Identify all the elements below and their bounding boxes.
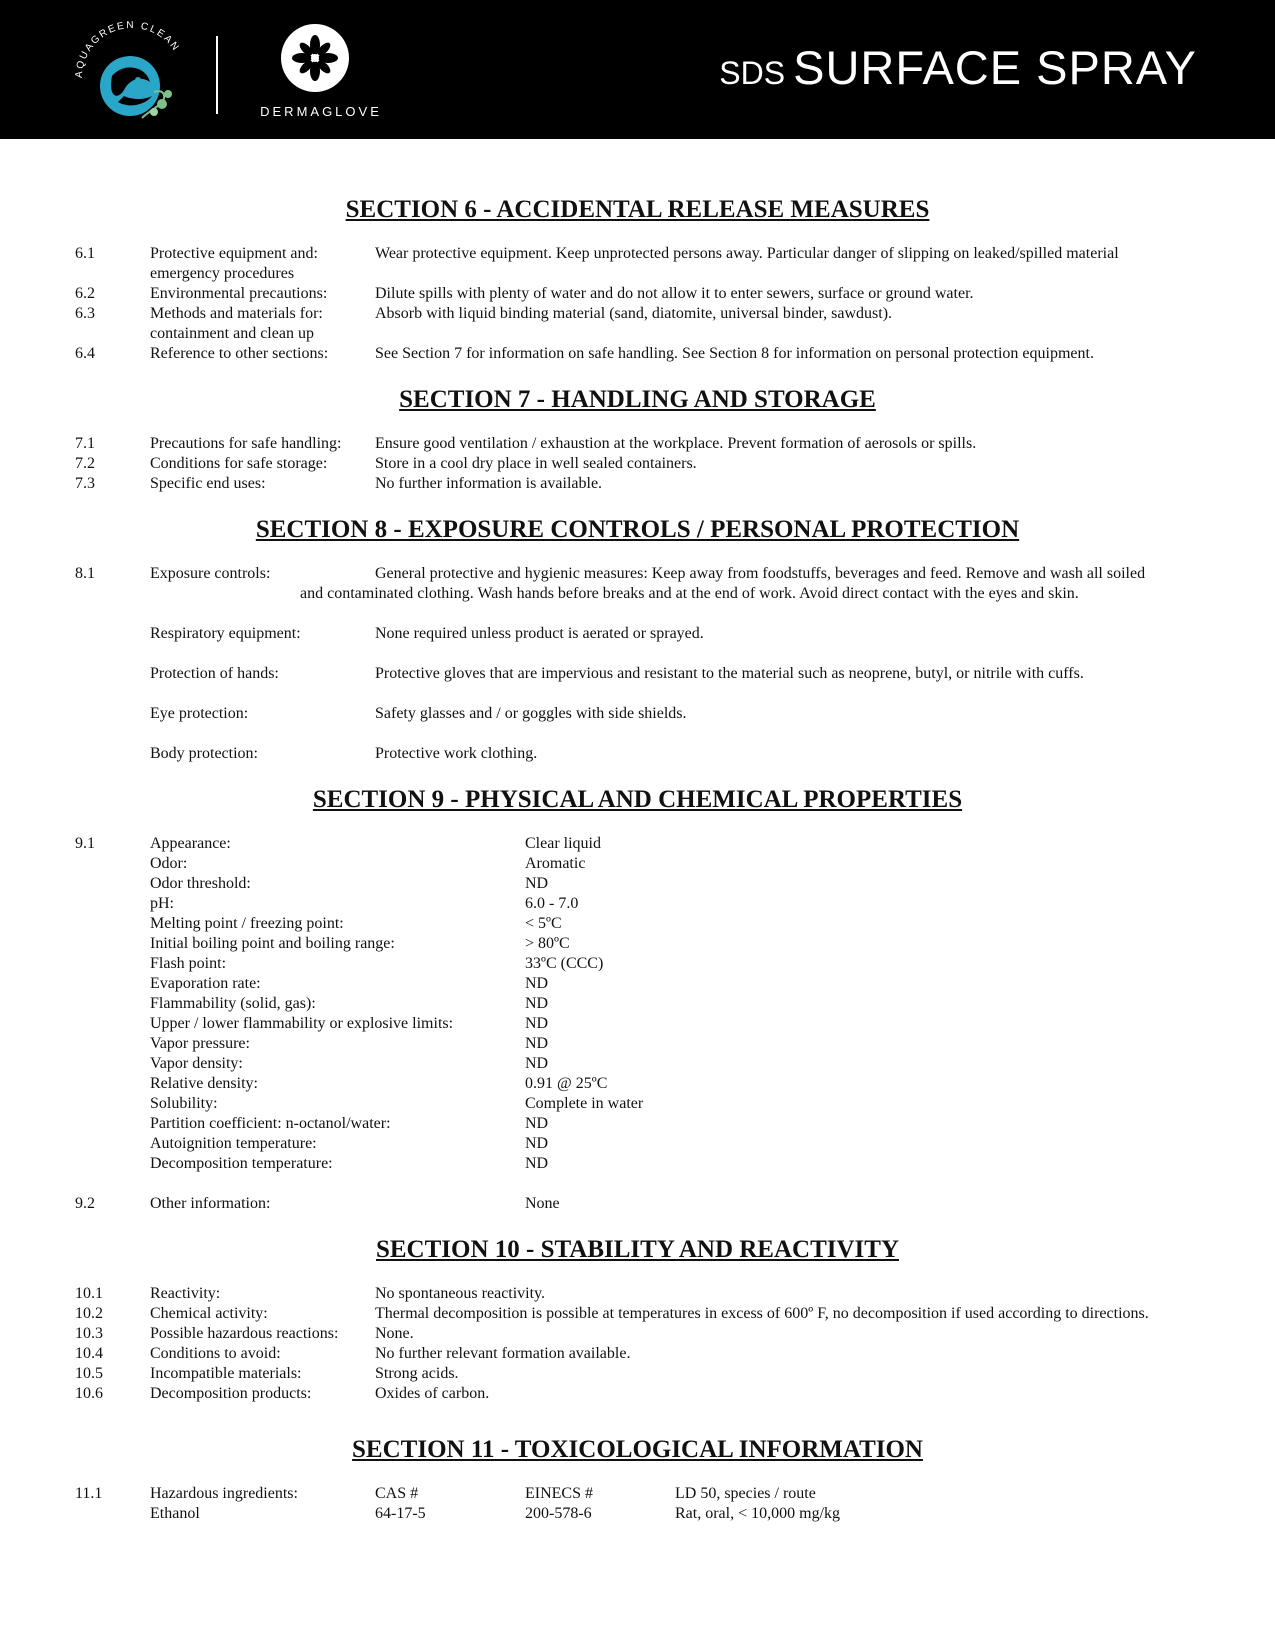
property-label: Initial boiling point and boiling range:: [150, 935, 395, 952]
ingredient-ld50: Rat, oral, < 10,000 mg/kg: [675, 1505, 841, 1522]
item-label-cont: containment and clean up: [150, 325, 314, 342]
item-value: General protective and hygienic measures: Keep away from foodstuffs, beverages and feed. Remove and wash all soiled: [375, 565, 1146, 582]
item-value: Oxides of carbon.: [375, 1385, 490, 1402]
property-value: ND: [525, 1055, 549, 1072]
item-value: Wear protective equipment. Keep unprotected persons away. Particular danger of slipping on leaked/spilled material: [375, 245, 1119, 262]
property-label: Flash point:: [150, 955, 227, 972]
item-label: Environmental precautions:: [150, 285, 328, 302]
table-header-cas: CAS #: [375, 1485, 419, 1502]
item-label: Chemical activity:: [150, 1305, 268, 1322]
property-label: Solubility:: [150, 1095, 218, 1112]
item-value: Strong acids.: [375, 1365, 459, 1382]
property-label: Appearance:: [150, 835, 231, 852]
item-number: 8.1: [75, 565, 95, 582]
ingredient-einecs: 200-578-6: [525, 1505, 592, 1522]
item-label-cont: emergency procedures: [150, 265, 295, 282]
item-number: 10.1: [75, 1285, 103, 1302]
property-value: ND: [525, 1135, 549, 1152]
property-label: pH:: [150, 895, 174, 912]
item-value: No further relevant formation available.: [375, 1345, 631, 1362]
dermaglove-wordmark: DERMAGLOVE: [260, 104, 382, 119]
item-label: Decomposition products:: [150, 1385, 312, 1402]
property-label: Flammability (solid, gas):: [150, 995, 316, 1012]
item-number: 11.1: [75, 1485, 103, 1502]
item-value: Protective work clothing.: [375, 745, 538, 762]
item-number: 6.3: [75, 305, 95, 322]
property-label: Melting point / freezing point:: [150, 915, 344, 932]
property-value: ND: [525, 995, 549, 1012]
item-number: 10.5: [75, 1365, 103, 1382]
property-label: Partition coefficient: n-octanol/water:: [150, 1115, 391, 1132]
property-label: Vapor pressure:: [150, 1035, 250, 1052]
item-value: Ensure good ventilation / exhaustion at the workplace. Prevent formation of aerosols or spills.: [375, 435, 977, 452]
item-value-cont: and contaminated clothing. Wash hands before breaks and at the end of work. Avoid direct contact with the eyes and skin.: [300, 585, 1079, 602]
item-value: Store in a cool dry place in well sealed containers.: [375, 455, 697, 472]
ingredient-cas: 64-17-5: [375, 1505, 426, 1522]
item-number: 10.2: [75, 1305, 103, 1322]
item-label: Specific end uses:: [150, 475, 266, 492]
item-label: Conditions to avoid:: [150, 1345, 281, 1362]
property-label: Autoignition temperature:: [150, 1135, 317, 1152]
ingredient-name: Ethanol: [150, 1505, 200, 1522]
property-value: ND: [525, 975, 549, 992]
svg-text:AQUAGREEN CLEAN: AQUAGREEN CLEAN: [73, 19, 182, 79]
property-label: Evaporation rate:: [150, 975, 261, 992]
item-value: Dilute spills with plenty of water and do not allow it to enter sewers, surface or ground water.: [375, 285, 974, 302]
property-value: Aromatic: [525, 855, 586, 872]
section-6-title: SECTION 6 - ACCIDENTAL RELEASE MEASURES: [345, 196, 930, 223]
item-number: 10.4: [75, 1345, 103, 1362]
item-number: 6.1: [75, 245, 95, 262]
property-label: Decomposition temperature:: [150, 1155, 333, 1172]
property-value: ND: [525, 875, 549, 892]
property-value: 33ºC (CCC): [525, 955, 604, 972]
item-label: Protective equipment and:: [150, 245, 318, 262]
section-10-title: SECTION 10 - STABILITY AND REACTIVITY: [375, 1236, 900, 1263]
property-value: ND: [525, 1155, 549, 1172]
item-label: Precautions for safe handling:: [150, 435, 342, 452]
item-value: Absorb with liquid binding material (sand, diatomite, universal binder, sawdust).: [375, 305, 893, 322]
item-label: Other information:: [150, 1195, 271, 1212]
property-value: 6.0 - 7.0: [525, 895, 579, 912]
item-value: No further information is available.: [375, 475, 603, 492]
item-label: Methods and materials for:: [150, 305, 323, 322]
item-number: 7.2: [75, 455, 95, 472]
item-label: Incompatible materials:: [150, 1365, 302, 1382]
property-value: 0.91 @ 25ºC: [525, 1075, 608, 1092]
property-label: Relative density:: [150, 1075, 258, 1092]
item-label: Reactivity:: [150, 1285, 221, 1302]
property-label: Odor:: [150, 855, 188, 872]
item-value: None required unless product is aerated or sprayed.: [375, 625, 704, 642]
item-label: Protection of hands:: [150, 665, 279, 682]
item-value: See Section 7 for information on safe handling. See Section 8 for information on personal protection equipment.: [375, 345, 1094, 362]
item-number: 10.6: [75, 1385, 103, 1402]
section-9-title: SECTION 9 - PHYSICAL AND CHEMICAL PROPERTIES: [312, 786, 963, 813]
item-number: 7.3: [75, 475, 95, 492]
document-title-main: SURFACE SPRAY: [793, 41, 1197, 94]
item-label: Respiratory equipment:: [150, 625, 301, 642]
item-number: 9.1: [75, 835, 95, 852]
item-number: 6.4: [75, 345, 95, 362]
item-value: Protective gloves that are impervious and resistant to the material such as neoprene, butyl, or nitrile with cuffs.: [375, 665, 1084, 682]
property-value: ND: [525, 1015, 549, 1032]
item-number: 6.2: [75, 285, 95, 302]
property-value: > 80ºC: [525, 935, 570, 952]
property-value: ND: [525, 1035, 549, 1052]
item-value: No spontaneous reactivity.: [375, 1285, 546, 1302]
item-number: 7.1: [75, 435, 95, 452]
item-label: Body protection:: [150, 745, 258, 762]
table-header-einecs: EINECS #: [525, 1485, 593, 1502]
property-value: Clear liquid: [525, 835, 601, 852]
property-label: Vapor density:: [150, 1055, 243, 1072]
item-value: None.: [375, 1325, 414, 1342]
item-label: Exposure controls:: [150, 565, 271, 582]
section-7-title: SECTION 7 - HANDLING AND STORAGE: [399, 386, 876, 413]
item-value: Thermal decomposition is possible at temperatures in excess of 600º F, no decomposition if used according to directions.: [375, 1305, 1149, 1322]
property-label: Upper / lower flammability or explosive limits:: [150, 1015, 454, 1032]
property-value: < 5ºC: [525, 915, 562, 932]
item-label: Possible hazardous reactions:: [150, 1325, 339, 1342]
property-value: ND: [525, 1115, 549, 1132]
item-value: Safety glasses and / or goggles with side shields.: [375, 705, 687, 722]
document-title-prefix: SDS: [719, 55, 786, 91]
table-header-label: Hazardous ingredients:: [150, 1485, 298, 1502]
item-number: 10.3: [75, 1325, 103, 1342]
item-label: Conditions for safe storage:: [150, 455, 328, 472]
section-11-title: SECTION 11 - TOXICOLOGICAL INFORMATION: [352, 1436, 923, 1463]
property-value: Complete in water: [525, 1095, 644, 1112]
item-number: 9.2: [75, 1195, 95, 1212]
table-header-ld50: LD 50, species / route: [675, 1485, 816, 1502]
item-value: None: [525, 1195, 560, 1212]
item-label: Reference to other sections:: [150, 345, 329, 362]
property-label: Odor threshold:: [150, 875, 251, 892]
item-label: Eye protection:: [150, 705, 249, 722]
section-8-title: SECTION 8 - EXPOSURE CONTROLS / PERSONAL PROTECTION: [255, 516, 1020, 543]
